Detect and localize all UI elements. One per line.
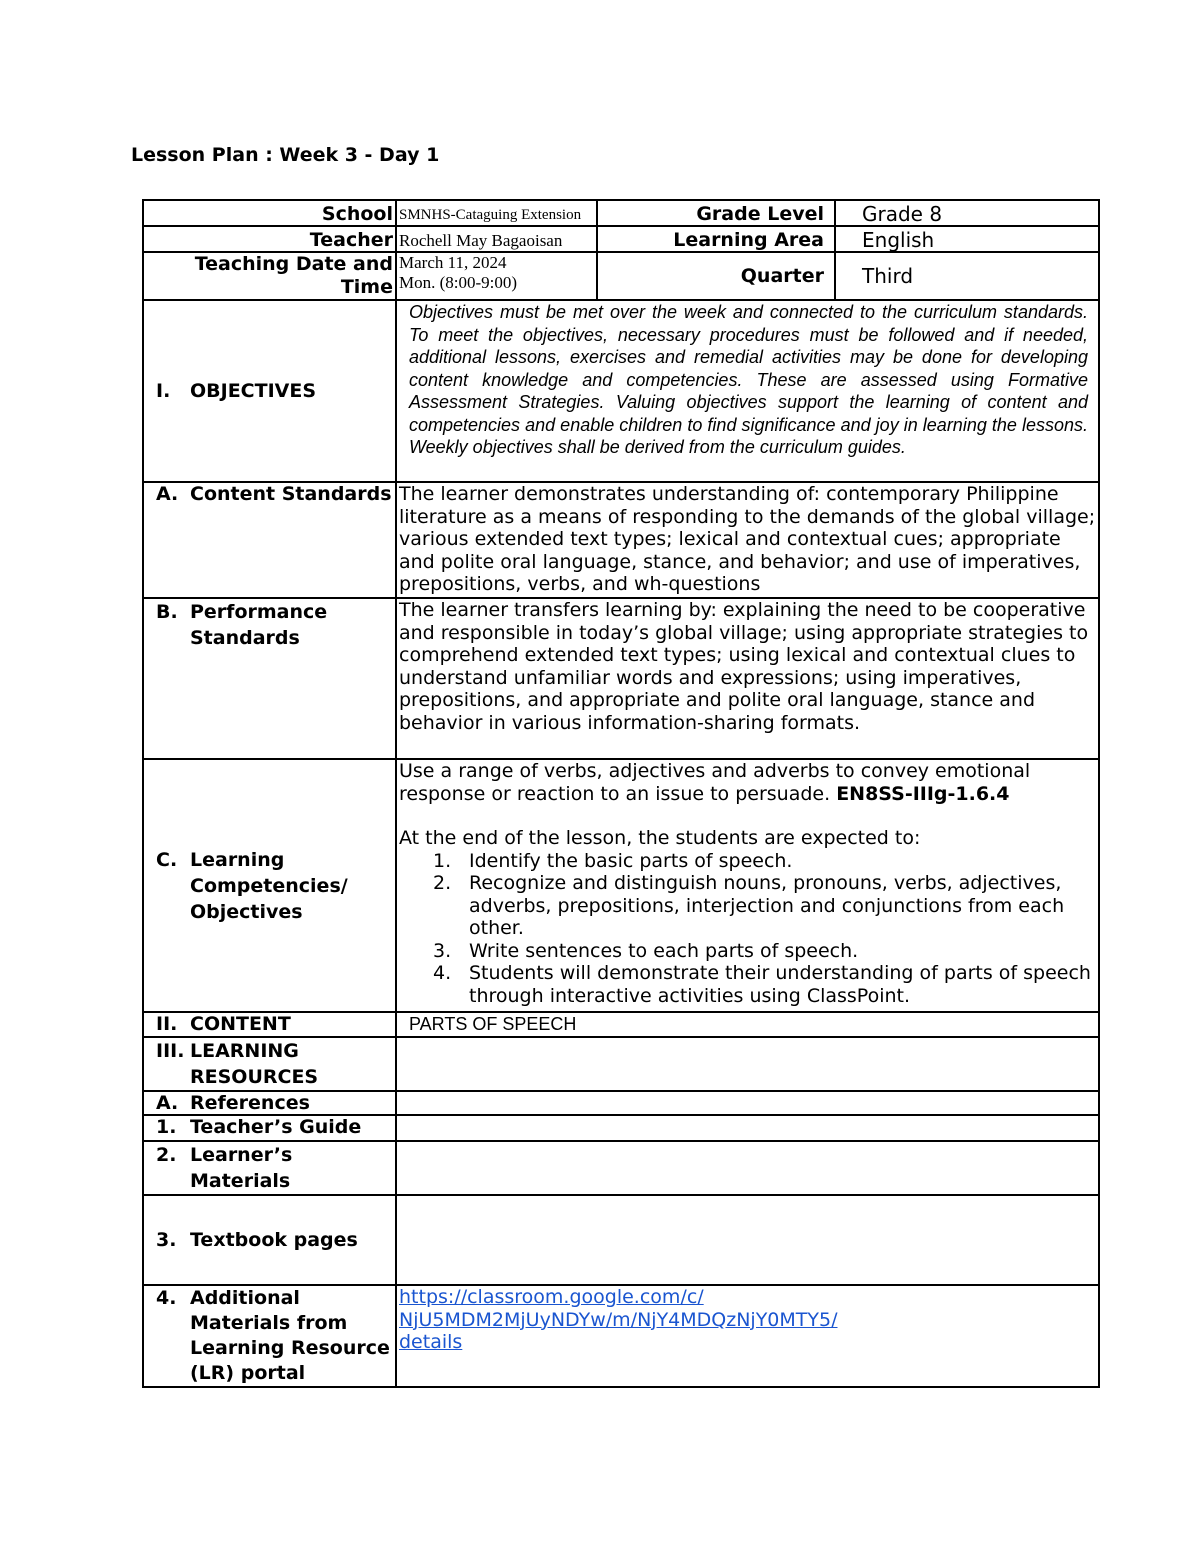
competencies-label: C. Learning Competencies/ Objectives	[143, 759, 396, 1012]
learning-area-label: Learning Area	[597, 226, 835, 252]
lr-portal-link[interactable]: https://classroom.google.com/c/ NjU5MDM2MjUyNDYw/m/NjY4MDQzNjY0MTY5/ details	[399, 1286, 838, 1353]
competency-lead: At the end of the lesson, the students are expected to:	[399, 827, 921, 849]
list-item: 3. Write sentences to each parts of speech.	[433, 939, 859, 962]
additional-materials-row	[143, 1285, 1099, 1387]
teacher-value: Rochell May Bagaoisan	[396, 226, 597, 252]
textbook-pages-value	[396, 1195, 1099, 1285]
teachers-guide-value	[396, 1115, 1099, 1141]
objectives-text: Objectives must be met over the week and connected to the curriculum standards. To meet the objectives, necessary procedures must be followed and if needed, additional lessons, exercises and remedial activities may be done for developing content knowledge and competencies. These are assessed using Formative Assessment Strategies. Valuing objectives support the learning of content and competencies and enable children to find significance and joy in learning the lessons. Weekly objectives shall be derived from the curriculum guides.	[396, 300, 1099, 482]
additional-materials-link-cell	[396, 1285, 1099, 1387]
objectives-label: I. OBJECTIVES	[143, 300, 396, 482]
grade-level-value: Grade 8	[835, 200, 1099, 226]
competencies-text	[396, 759, 1099, 1012]
performance-standards-text: The learner transfers learning by: explaining the need to be cooperative and responsible in today’s global village; using appropriate strategies to comprehend extended text types; using lexical and contextual clues to understand unfamiliar words and expressions; using imperatives, prepositions, and appropriate and polite oral language, stance and behavior in various information-sharing formats.	[396, 598, 1099, 759]
learning-area-value: English	[835, 226, 1099, 252]
textbook-pages-row	[143, 1195, 1099, 1285]
lesson-plan-table	[142, 199, 1100, 1388]
school-row	[143, 200, 1099, 226]
textbook-pages-label: 3. Textbook pages	[143, 1195, 396, 1285]
additional-materials-label: 4. Additional Materials from Learning Resource (LR) portal	[143, 1285, 396, 1387]
teaching-date-label: Teaching Date and Time	[143, 252, 396, 300]
list-item: 2. Recognize and distinguish nouns, pronouns, verbs, adjectives, adverbs, prepositions, interjection and conjunctions from each other.	[433, 872, 1065, 939]
teachers-guide-label: 1. Teacher’s Guide	[143, 1115, 396, 1141]
school-label: School	[143, 200, 396, 226]
teacher-row	[143, 226, 1099, 252]
content-standards-text: The learner demonstrates understanding of: contemporary Philippine literature as a means of responding to the demands of the global village; various extended text types; lexical and contextual cues; appropriate and polite oral language, stance, and behavior; and use of imperatives, prepositions, verbs, and wh-questions	[396, 482, 1099, 598]
learning-resources-row	[143, 1037, 1099, 1091]
content-standards-row	[143, 482, 1099, 598]
competencies-row	[143, 759, 1099, 1012]
references-label: A. References	[143, 1091, 396, 1116]
time-value: Mon. (8:00-9:00)	[399, 273, 518, 292]
list-item: 4. Students will demonstrate their understanding of parts of speech through interactive activities using ClassPoint.	[433, 962, 1091, 1007]
list-item: 1. Identify the basic parts of speech.	[433, 849, 793, 872]
date-value: March 11, 2024	[399, 253, 507, 272]
quarter-value: Third	[835, 252, 1099, 300]
objectives-row	[143, 300, 1099, 482]
references-value	[396, 1091, 1099, 1116]
learning-resources-label: III. LEARNING RESOURCES	[143, 1037, 396, 1091]
quarter-label: Quarter	[597, 252, 835, 300]
content-standards-label: A. Content Standards	[143, 482, 396, 598]
performance-standards-row	[143, 598, 1099, 759]
content-label: II. CONTENT	[143, 1012, 396, 1037]
teachers-guide-row	[143, 1115, 1099, 1141]
page-title: Lesson Plan : Week 3 - Day 1	[131, 144, 440, 166]
date-row	[143, 252, 1099, 300]
learners-materials-value	[396, 1141, 1099, 1195]
teacher-label: Teacher	[143, 226, 396, 252]
competency-intro: Use a range of verbs, adjectives and adverbs to convey emotional response or reaction to an issue to persuade. EN8SS-IIIg-1.6.4	[399, 760, 1031, 805]
learners-materials-row	[143, 1141, 1099, 1195]
grade-level-label: Grade Level	[597, 200, 835, 226]
competency-list	[399, 850, 1096, 1008]
teaching-date-value	[396, 252, 597, 300]
learners-materials-label: 2. Learner’s Materials	[143, 1141, 396, 1195]
content-row	[143, 1012, 1099, 1037]
performance-standards-label: B. Performance Standards	[143, 598, 396, 759]
competency-code: EN8SS-IIIg-1.6.4	[836, 782, 1010, 805]
learning-resources-value	[396, 1037, 1099, 1091]
content-value: PARTS OF SPEECH	[396, 1012, 1099, 1037]
school-value: SMNHS-Cataguing Extension	[396, 200, 597, 226]
references-row	[143, 1091, 1099, 1116]
